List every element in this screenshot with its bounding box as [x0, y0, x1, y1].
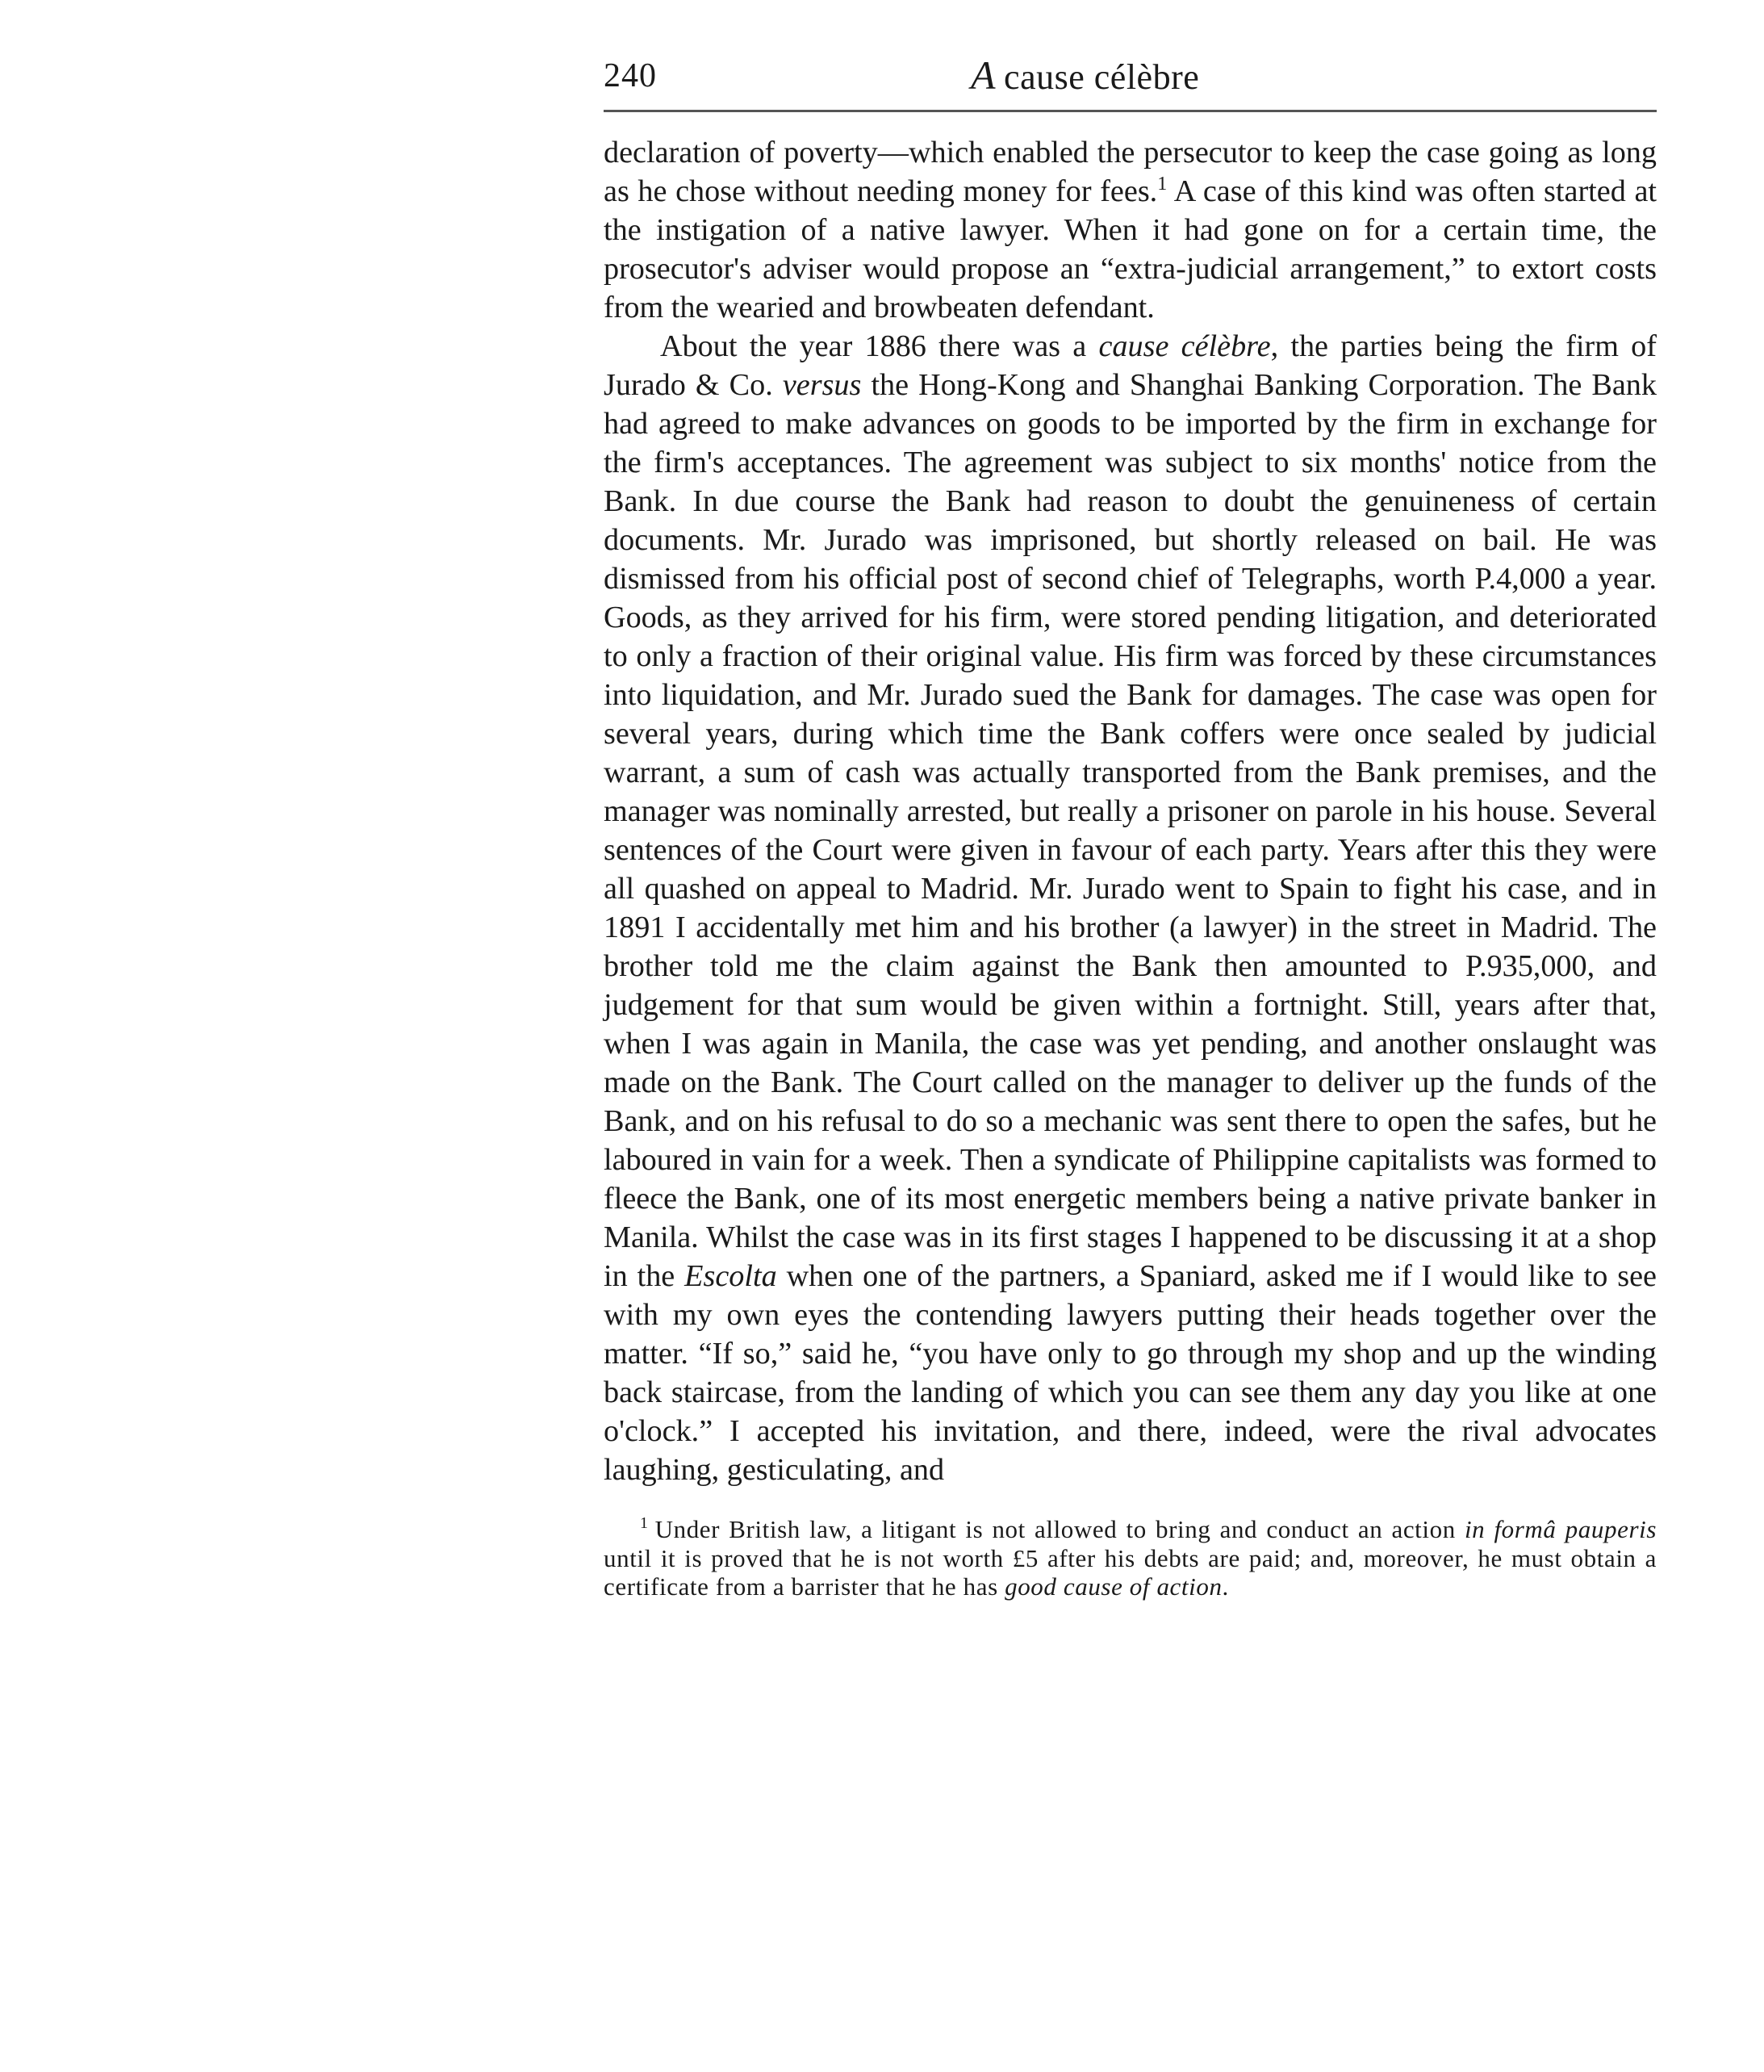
paragraph-2-italic-versus: versus	[782, 368, 862, 402]
footnote	[604, 1515, 1657, 1601]
footnote-italic-forma-pauperis: in formâ pauperis	[1464, 1515, 1657, 1543]
book-page	[604, 48, 1657, 1601]
page-number: 240	[604, 57, 657, 94]
paragraph-2-text-5: the Hong-Kong and Shanghai Banking Corporation. The Bank had agreed to make advances on goods to be imported by the firm in exchange for the firm's acceptances. The agreement was subject to six months' notice from the Bank. In due course the Bank had reason to doubt the genuineness of certain documents. Mr. Jurado was imprisoned, but shortly released on bail. He was dismissed from his official post of second chief of Telegraphs, worth P.4,000 a year. Goods, as they arrived for his firm, were stored pending litigation, and deteriorated to only a fraction of their original value. His firm was forced by these circumstances into liquidation, and Mr. Jurado sued the Bank for damages. The case was open for several years, during which time the Bank coffers were once sealed by judicial warrant, a sum of cash was actually transported from the Bank premises, and the manager was nominally arrested, but really a prisoner on parole in his house. Several sentences of the Court were given in favour of each party. Years after this they were all quashed on appeal to Madrid. Mr. Jurado went to Spain to fight his case, and in 1891 I accidentally met him and his brother (a lawyer) in the street in Madrid. The brother told me the claim against the Bank then amounted to P.935,000, and judgement for that sum would be given within a fortnight. Still, years after that, when I was again in Manila, the case was yet pending, and another onslaught was made on the Bank. The Court called on the manager to deliver up the funds of the Bank, and on his refusal to do so a mechanic was sent there to open the safes, but he laboured in vain for a week. Then a syndicate of Philippine capitalists was formed to fleece the Bank, one of its most energetic members being a native private banker in Manila. Whilst the case was in its first stages I happened to be discussing it at a shop in the	[604, 368, 1657, 1293]
footnote-text-c: until it is proved that he is not worth £5 after his debts are paid; and, moreover, he must obtain a certificate from a barrister that he has	[604, 1543, 1657, 1601]
footnote-number: 1	[640, 1514, 649, 1532]
header-rule	[604, 110, 1657, 112]
paragraph-2-text-7: when one of the partners, a Spaniard, asked me if I would like to see with my own eyes the contending lawyers putting their heads together over the matter. “If so,” said he, “you have only to go through my shop and up the winding back staircase, from the landing of which you can see them any day you like at one o'clock.” I accepted his invitation, and there, indeed, were the rival advocates laughing, gesticulating, and	[604, 1259, 1657, 1487]
running-head-initial: A	[971, 52, 997, 98]
footnote-reference: 1	[1157, 174, 1168, 195]
paragraph-1-text-a: declaration of poverty—which enabled the persecutor to keep the case going as long as he chose without needing money for fees.	[604, 136, 1657, 208]
page-header	[604, 48, 1657, 105]
paragraph-2-italic-escolta: Escolta	[684, 1259, 777, 1293]
paragraph-1-text-b: A case of this kind was often started at the instigation of a native lawyer. When it had gone on for a certain time, the prosecutor's adviser would propose an “extra-judicial arrangement,” to extort costs from the wearied and browbeaten defendant.	[604, 174, 1657, 324]
running-head-title: cause célèbre	[1004, 57, 1200, 97]
paragraph-2-text-3: , the parties being the firm of Jurado & Co.	[604, 329, 1657, 402]
paragraph-2-italic-cause-celebre: cause célèbre	[1098, 329, 1271, 363]
paragraph-2-text-1: About the year 1886 there was a	[660, 329, 1099, 363]
running-head	[971, 52, 1199, 98]
paragraph-1	[604, 133, 1657, 327]
body-text	[604, 133, 1657, 1489]
footnote-text-a: Under British law, a litigant is not allowed to bring and conduct an action	[654, 1515, 1465, 1543]
footnote-italic-good-cause: good cause of action	[1005, 1572, 1223, 1601]
paragraph-2	[604, 327, 1657, 1489]
footnote-text-e: .	[1222, 1572, 1229, 1601]
